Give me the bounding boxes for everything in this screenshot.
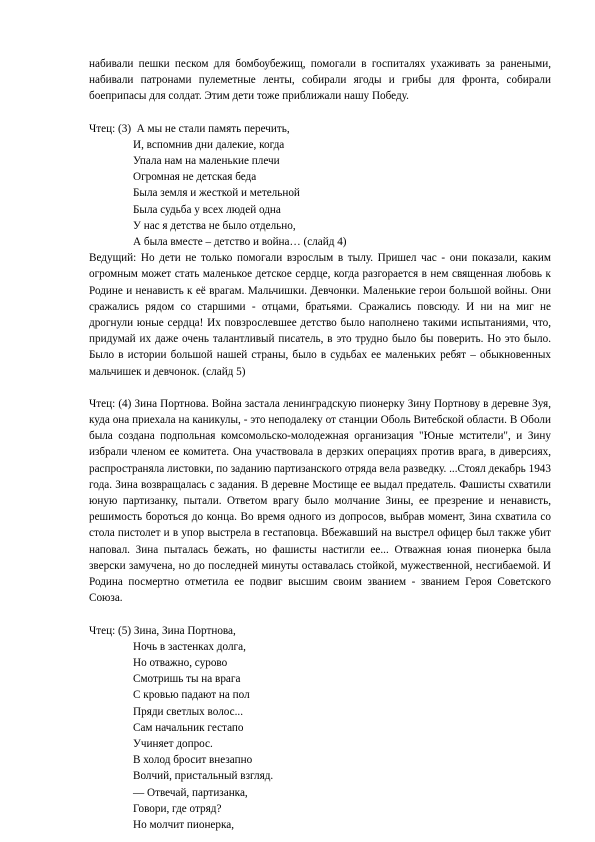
poem-line: У нас я детства не было отдельно, [133,219,296,232]
paragraph-zina-portnova: Чтец: (4) Зина Портнова. Война застала ленинградскую пионерку Зину Портнову в деревне Зуя, куда она приехала на каникулы, - это неподалеку от станции Оболь Витебской области. В Оболи была создана подпольная комсомольско-молодежная организация "Юные мстители", и Зину избрали членом ее комитета. Она участвовала в дерзких операциях против врага, в диверсиях, распространяла листовки, по заданию партизанского отряда вела разведку. ...Стоял декабрь 1943 года. Зина возвращалась с задания. В деревне Мостище ее выдал предатель. Фашисты схватили юную партизанку, пытали. Ответом врагу было молчание Зины, ее презрение и ненависть, решимость бороться до конца. Во время одного из допросов, выбрав момент, Зина схватила со стола пистолет и в упор выстрела в гестаповца. Вбежавший на выстрел офицер был также убит наповал. Зина пыталась бежать, но фашисты настигли ее... Отважная юная пионерка была зверски замучена, но до последней минуты оставалась стойкой, мужественной, несгибаемой. И Родина посмертно отметила ее подвиг высшим своим званием - званием Героя Советского Союза. [89,397,551,605]
poem-reader-3 [89,121,551,251]
poem-line: Волчий, пристальный взгляд. [133,770,274,783]
poem-line: А была вместе – детство и война… (слайд 4) [133,236,347,249]
poem-line: Говори, где отряд? [133,802,222,815]
paragraph-intro: набивали пешки песком для бомбоубежищ, помогали в госпиталях ухаживать за ранеными, набивали патронами пулеметные ленты, собирали ягоды и грибы для фронта, собирали боеприпасы для солдат. Этим дети тоже приближали нашу Победу. [89,58,551,103]
poem-line: Упала нам на маленькие плечи [133,155,280,168]
poem-line: Пряди светлых волос... [133,705,244,718]
poem-line: В холод бросит внезапно [133,754,253,767]
poem-line: Сам начальник гестапо [133,721,244,734]
poem-line: С кровью падают на пол [133,689,250,702]
paragraph-host: Ведущий: Но дети не только помогали взрослым в тылу. Пришел час - они показали, каким огромным может стать маленькое детское сердце, когда разгорается в нем священная любовь к Родине и ненависть к её врагам. Мальчишки. Девчонки. Маленькие герои большой войны. Они сражались рядом со старшими - отцами, братьями. Сражались повсюду. И ни на миг не дрогнули юные сердца! Их повзрослевшее детство было наполнено такими испытаниями, что, придумай их даже очень талантливый писатель, в это трудно было бы поверить. Но это было. Было в истории большой нашей страны, было в судьбах ее маленьких ребят – обыкновенных мальчишек и девчонок. (слайд 5) [89,252,551,378]
poem-line: Чтец: (3) А мы не стали память перечить, [89,122,290,135]
poem-line: И, вспомнив дни далекие, когда [133,138,285,151]
poem-line: Ночь в застенках долга, [133,640,246,653]
poem-line: Но молчит пионерка, [133,818,235,831]
poem-reader-5 [89,623,551,834]
poem-line: Огромная не детская беда [133,171,257,184]
poem-line: Смотришь ты на врага [133,673,241,686]
poem-line: Была земля и жесткой и метельной [133,187,300,200]
poem-line: Учиняет допрос. [133,737,213,750]
poem-line: — Отвечай, партизанка, [133,786,248,799]
speaker-label: Чтец: (3) [89,122,132,135]
poem-line: Чтец: (5) Зина, Зина Портнова, [89,624,236,637]
poem-line: Но отважно, сурово [133,656,228,669]
poem-line: Была судьба у всех людей одна [133,203,281,216]
